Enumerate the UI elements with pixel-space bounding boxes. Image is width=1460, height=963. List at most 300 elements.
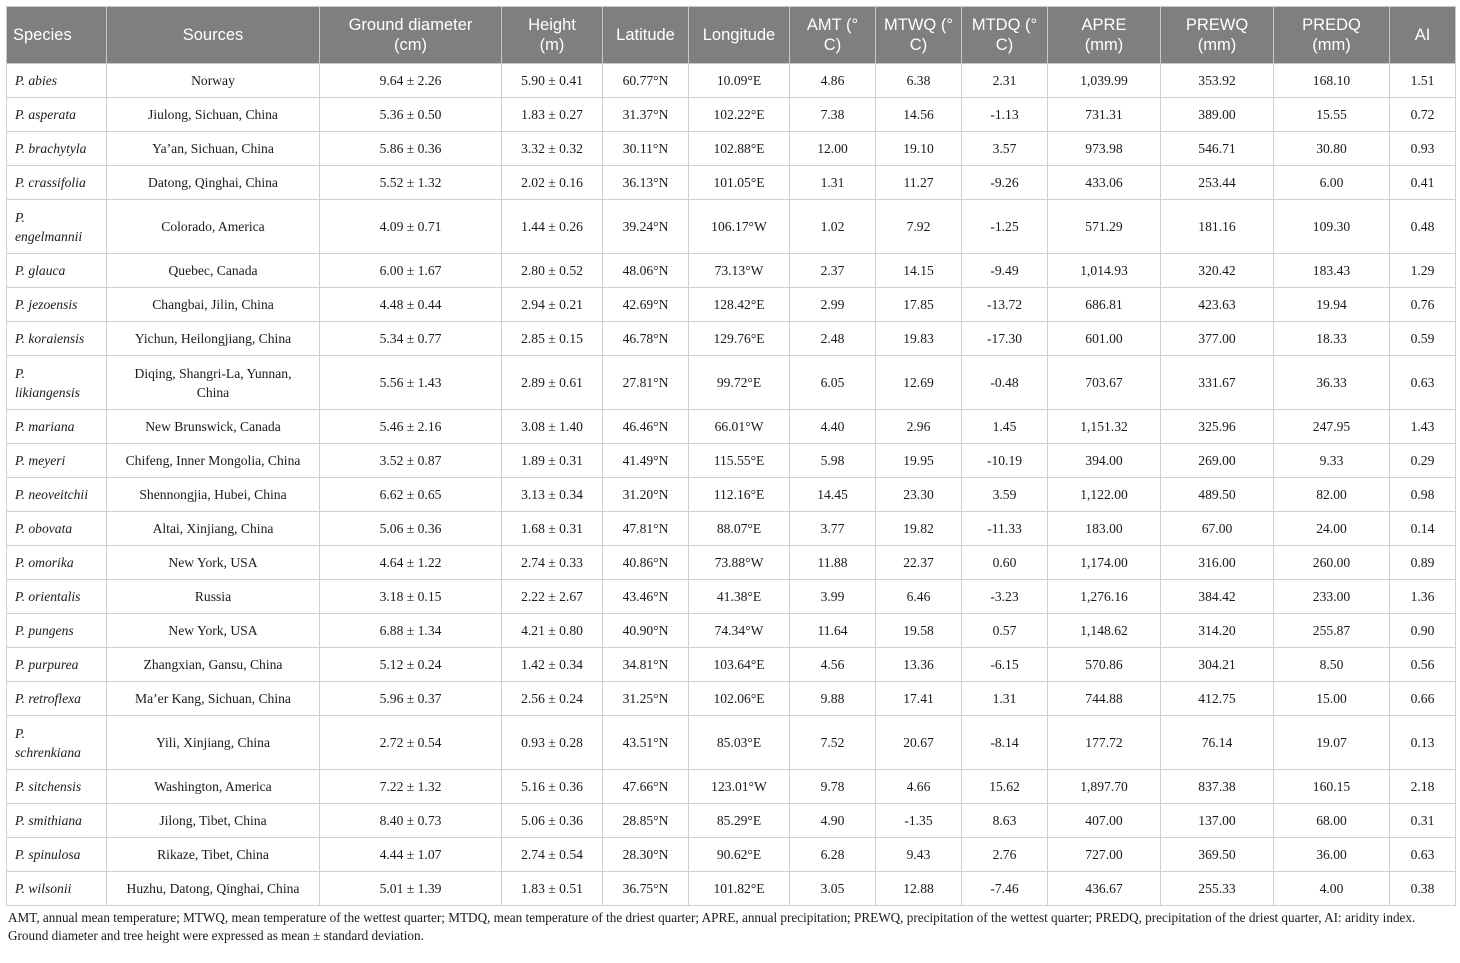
cell-predq: 18.33 — [1274, 322, 1390, 356]
cell-mtdq: -10.19 — [962, 444, 1048, 478]
cell-longitude: 73.88°W — [689, 546, 790, 580]
cell-latitude: 31.37°N — [603, 98, 689, 132]
cell-source: Huzhu, Datong, Qinghai, China — [107, 872, 320, 906]
cell-longitude: 101.82°E — [689, 872, 790, 906]
cell-longitude: 66.01°W — [689, 410, 790, 444]
species-name-part: schrenkiana — [15, 744, 81, 760]
cell-species: P. retroflexa — [7, 682, 107, 716]
table-row — [7, 98, 1456, 132]
cell-source: Chifeng, Inner Mongolia, China — [107, 444, 320, 478]
cell-mtwq: 19.95 — [876, 444, 962, 478]
cell-ground-diameter: 5.52 ± 1.32 — [320, 166, 502, 200]
table-container — [6, 6, 1455, 945]
cell-ai: 1.36 — [1390, 580, 1456, 614]
cell-amt: 5.98 — [790, 444, 876, 478]
header-amt[interactable]: AMT (° C) — [790, 7, 876, 64]
cell-mtdq: -0.48 — [962, 356, 1048, 410]
cell-apre: 1,897.70 — [1048, 770, 1161, 804]
cell-ai: 0.14 — [1390, 512, 1456, 546]
table-row — [7, 166, 1456, 200]
table-row — [7, 614, 1456, 648]
cell-mtdq: -1.13 — [962, 98, 1048, 132]
cell-mtwq: 19.83 — [876, 322, 962, 356]
cell-mtdq: 2.76 — [962, 838, 1048, 872]
cell-ai: 0.72 — [1390, 98, 1456, 132]
cell-amt: 4.86 — [790, 64, 876, 98]
cell-mtwq: 19.82 — [876, 512, 962, 546]
cell-predq: 233.00 — [1274, 580, 1390, 614]
cell-mtdq: -9.26 — [962, 166, 1048, 200]
cell-apre: 727.00 — [1048, 838, 1161, 872]
cell-prewq: 384.42 — [1161, 580, 1274, 614]
cell-predq: 15.55 — [1274, 98, 1390, 132]
cell-height: 2.02 ± 0.16 — [502, 166, 603, 200]
cell-prewq: 269.00 — [1161, 444, 1274, 478]
cell-prewq: 320.42 — [1161, 254, 1274, 288]
header-species[interactable]: Species — [7, 7, 107, 64]
cell-predq: 260.00 — [1274, 546, 1390, 580]
cell-latitude: 28.85°N — [603, 804, 689, 838]
cell-apre: 731.31 — [1048, 98, 1161, 132]
cell-predq: 36.33 — [1274, 356, 1390, 410]
cell-amt: 4.90 — [790, 804, 876, 838]
cell-apre: 177.72 — [1048, 716, 1161, 770]
cell-amt: 14.45 — [790, 478, 876, 512]
cell-ground-diameter: 5.46 ± 2.16 — [320, 410, 502, 444]
cell-longitude: 90.62°E — [689, 838, 790, 872]
cell-ai: 0.76 — [1390, 288, 1456, 322]
cell-ground-diameter: 8.40 ± 0.73 — [320, 804, 502, 838]
cell-mtdq: 8.63 — [962, 804, 1048, 838]
cell-species: P. glauca — [7, 254, 107, 288]
header-ai[interactable]: AI — [1390, 7, 1456, 64]
cell-mtwq: 19.10 — [876, 132, 962, 166]
cell-source: Yili, Xinjiang, China — [107, 716, 320, 770]
cell-source: New York, USA — [107, 546, 320, 580]
cell-species: P. jezoensis — [7, 288, 107, 322]
cell-longitude: 101.05°E — [689, 166, 790, 200]
header-predq[interactable]: PREDQ (mm) — [1274, 7, 1390, 64]
cell-mtwq: 12.88 — [876, 872, 962, 906]
cell-ground-diameter: 3.52 ± 0.87 — [320, 444, 502, 478]
cell-apre: 686.81 — [1048, 288, 1161, 322]
cell-ai: 0.29 — [1390, 444, 1456, 478]
cell-prewq: 423.63 — [1161, 288, 1274, 322]
cell-mtdq: 1.31 — [962, 682, 1048, 716]
cell-species: P. crassifolia — [7, 166, 107, 200]
cell-mtdq: 2.31 — [962, 64, 1048, 98]
cell-apre: 183.00 — [1048, 512, 1161, 546]
cell-apre: 407.00 — [1048, 804, 1161, 838]
cell-species: P. obovata — [7, 512, 107, 546]
cell-predq: 24.00 — [1274, 512, 1390, 546]
table-footnote — [6, 909, 1455, 945]
cell-ground-diameter: 9.64 ± 2.26 — [320, 64, 502, 98]
table-row — [7, 546, 1456, 580]
header-height[interactable]: Height (m) — [502, 7, 603, 64]
table-row — [7, 288, 1456, 322]
cell-source: New York, USA — [107, 614, 320, 648]
cell-mtwq: 17.41 — [876, 682, 962, 716]
cell-longitude: 128.42°E — [689, 288, 790, 322]
cell-apre: 1,039.99 — [1048, 64, 1161, 98]
cell-apre: 703.67 — [1048, 356, 1161, 410]
cell-apre: 394.00 — [1048, 444, 1161, 478]
table-row — [7, 64, 1456, 98]
cell-height: 1.68 ± 0.31 — [502, 512, 603, 546]
cell-source: Washington, America — [107, 770, 320, 804]
cell-latitude: 40.86°N — [603, 546, 689, 580]
cell-ground-diameter: 4.09 ± 0.71 — [320, 200, 502, 254]
cell-source: Rikaze, Tibet, China — [107, 838, 320, 872]
cell-ai: 0.89 — [1390, 546, 1456, 580]
cell-species — [7, 716, 107, 770]
cell-predq: 82.00 — [1274, 478, 1390, 512]
cell-latitude: 36.13°N — [603, 166, 689, 200]
cell-ground-diameter: 6.00 ± 1.67 — [320, 254, 502, 288]
cell-prewq: 137.00 — [1161, 804, 1274, 838]
cell-apre: 433.06 — [1048, 166, 1161, 200]
cell-latitude: 27.81°N — [603, 356, 689, 410]
cell-mtdq: -9.49 — [962, 254, 1048, 288]
table-row — [7, 200, 1456, 254]
cell-height: 2.89 ± 0.61 — [502, 356, 603, 410]
cell-mtwq: 17.85 — [876, 288, 962, 322]
cell-prewq: 331.67 — [1161, 356, 1274, 410]
cell-predq: 109.30 — [1274, 200, 1390, 254]
cell-predq: 8.50 — [1274, 648, 1390, 682]
cell-amt: 9.88 — [790, 682, 876, 716]
table-row — [7, 254, 1456, 288]
cell-longitude: 102.06°E — [689, 682, 790, 716]
cell-latitude: 36.75°N — [603, 872, 689, 906]
cell-source: Jilong, Tibet, China — [107, 804, 320, 838]
cell-mtwq: 9.43 — [876, 838, 962, 872]
table-body — [7, 64, 1456, 906]
cell-height: 2.22 ± 2.67 — [502, 580, 603, 614]
cell-longitude: 99.72°E — [689, 356, 790, 410]
cell-mtdq: 0.60 — [962, 546, 1048, 580]
cell-source: Norway — [107, 64, 320, 98]
cell-species: P. mariana — [7, 410, 107, 444]
cell-latitude: 30.11°N — [603, 132, 689, 166]
cell-mtwq: 22.37 — [876, 546, 962, 580]
table-row — [7, 804, 1456, 838]
cell-species: P. brachytyla — [7, 132, 107, 166]
cell-predq: 255.87 — [1274, 614, 1390, 648]
cell-source: Ya’an, Sichuan, China — [107, 132, 320, 166]
cell-longitude: 73.13°W — [689, 254, 790, 288]
cell-species: P. smithiana — [7, 804, 107, 838]
cell-mtdq: -8.14 — [962, 716, 1048, 770]
cell-mtwq: 2.96 — [876, 410, 962, 444]
cell-species: P. wilsonii — [7, 872, 107, 906]
cell-height: 3.08 ± 1.40 — [502, 410, 603, 444]
cell-height: 2.85 ± 0.15 — [502, 322, 603, 356]
cell-apre: 436.67 — [1048, 872, 1161, 906]
cell-latitude: 46.46°N — [603, 410, 689, 444]
cell-apre: 1,174.00 — [1048, 546, 1161, 580]
cell-longitude: 112.16°E — [689, 478, 790, 512]
cell-latitude: 60.77°N — [603, 64, 689, 98]
cell-height: 2.74 ± 0.33 — [502, 546, 603, 580]
cell-ai: 0.59 — [1390, 322, 1456, 356]
cell-ai: 0.63 — [1390, 356, 1456, 410]
cell-ai: 0.93 — [1390, 132, 1456, 166]
cell-ai: 0.13 — [1390, 716, 1456, 770]
cell-ground-diameter: 4.44 ± 1.07 — [320, 838, 502, 872]
cell-source: Altai, Xinjiang, China — [107, 512, 320, 546]
cell-mtwq: 23.30 — [876, 478, 962, 512]
cell-ai: 2.18 — [1390, 770, 1456, 804]
table-row — [7, 648, 1456, 682]
cell-source: Changbai, Jilin, China — [107, 288, 320, 322]
cell-mtwq: 6.46 — [876, 580, 962, 614]
cell-source: Datong, Qinghai, China — [107, 166, 320, 200]
cell-mtdq: -7.46 — [962, 872, 1048, 906]
cell-ground-diameter: 5.36 ± 0.50 — [320, 98, 502, 132]
cell-ground-diameter: 4.64 ± 1.22 — [320, 546, 502, 580]
header-longitude[interactable]: Longitude — [689, 7, 790, 64]
cell-apre: 744.88 — [1048, 682, 1161, 716]
cell-latitude: 48.06°N — [603, 254, 689, 288]
cell-predq: 19.07 — [1274, 716, 1390, 770]
species-name-part: likiangensis — [15, 384, 80, 400]
cell-ai: 0.66 — [1390, 682, 1456, 716]
cell-apre: 1,151.32 — [1048, 410, 1161, 444]
cell-amt: 4.40 — [790, 410, 876, 444]
cell-amt: 7.52 — [790, 716, 876, 770]
cell-mtdq: 0.57 — [962, 614, 1048, 648]
cell-predq: 15.00 — [1274, 682, 1390, 716]
cell-source: Colorado, America — [107, 200, 320, 254]
header-apre[interactable]: APRE (mm) — [1048, 7, 1161, 64]
cell-amt: 1.02 — [790, 200, 876, 254]
cell-mtdq: -11.33 — [962, 512, 1048, 546]
cell-apre: 570.86 — [1048, 648, 1161, 682]
table-row — [7, 410, 1456, 444]
cell-mtwq: 12.69 — [876, 356, 962, 410]
cell-source: Zhangxian, Gansu, China — [107, 648, 320, 682]
cell-mtdq: 15.62 — [962, 770, 1048, 804]
species-name-part: P. — [15, 365, 25, 381]
footnote-abbreviations: AMT, annual mean temperature; MTWQ, mean temperature of the wettest quarter; MTDQ, mean temperature of the driest quarter; APRE, annual precipitation; PREWQ, precipitation of the wettest quarter; PREDQ, precipitation of the driest quarter, AI: aridity index. — [8, 910, 1416, 925]
cell-ground-diameter: 5.34 ± 0.77 — [320, 322, 502, 356]
cell-height: 5.90 ± 0.41 — [502, 64, 603, 98]
header-mtdq[interactable]: MTDQ (° C) — [962, 7, 1048, 64]
cell-species: P. pungens — [7, 614, 107, 648]
species-name-part: P. — [15, 725, 25, 741]
cell-ground-diameter: 5.06 ± 0.36 — [320, 512, 502, 546]
cell-mtwq: 20.67 — [876, 716, 962, 770]
cell-amt: 2.48 — [790, 322, 876, 356]
cell-mtwq: 4.66 — [876, 770, 962, 804]
cell-apre: 601.00 — [1048, 322, 1161, 356]
table-row — [7, 838, 1456, 872]
cell-height: 1.83 ± 0.51 — [502, 872, 603, 906]
cell-prewq: 389.00 — [1161, 98, 1274, 132]
cell-amt: 2.99 — [790, 288, 876, 322]
cell-mtdq: -3.23 — [962, 580, 1048, 614]
cell-ai: 0.56 — [1390, 648, 1456, 682]
cell-ground-diameter: 3.18 ± 0.15 — [320, 580, 502, 614]
cell-species: P. neoveitchii — [7, 478, 107, 512]
cell-height: 2.56 ± 0.24 — [502, 682, 603, 716]
species-name-part: engelmannii — [15, 228, 83, 244]
cell-apre: 1,014.93 — [1048, 254, 1161, 288]
cell-apre: 1,122.00 — [1048, 478, 1161, 512]
cell-species: P. koraiensis — [7, 322, 107, 356]
header-prewq[interactable]: PREWQ (mm) — [1161, 7, 1274, 64]
cell-latitude: 40.90°N — [603, 614, 689, 648]
species-climate-table — [6, 6, 1456, 906]
species-name-part: P. — [15, 209, 25, 225]
header-mtwq[interactable]: MTWQ (° C) — [876, 7, 962, 64]
source-part: China — [196, 384, 230, 400]
cell-ground-diameter: 5.01 ± 1.39 — [320, 872, 502, 906]
cell-longitude: 102.88°E — [689, 132, 790, 166]
cell-apre: 1,276.16 — [1048, 580, 1161, 614]
cell-amt: 1.31 — [790, 166, 876, 200]
cell-mtwq: 14.15 — [876, 254, 962, 288]
cell-latitude: 43.46°N — [603, 580, 689, 614]
cell-height: 2.94 ± 0.21 — [502, 288, 603, 322]
cell-height: 2.74 ± 0.54 — [502, 838, 603, 872]
cell-ai: 0.31 — [1390, 804, 1456, 838]
cell-mtdq: 3.59 — [962, 478, 1048, 512]
cell-mtwq: -1.35 — [876, 804, 962, 838]
table-row — [7, 478, 1456, 512]
cell-height: 1.42 ± 0.34 — [502, 648, 603, 682]
cell-latitude: 31.25°N — [603, 682, 689, 716]
cell-species: P. meyeri — [7, 444, 107, 478]
cell-mtwq: 7.92 — [876, 200, 962, 254]
table-row — [7, 580, 1456, 614]
cell-predq: 247.95 — [1274, 410, 1390, 444]
header-sources[interactable]: Sources — [107, 7, 320, 64]
table-row — [7, 682, 1456, 716]
cell-mtdq: 3.57 — [962, 132, 1048, 166]
cell-ground-diameter: 5.56 ± 1.43 — [320, 356, 502, 410]
cell-longitude: 115.55°E — [689, 444, 790, 478]
cell-species — [7, 356, 107, 410]
cell-amt: 9.78 — [790, 770, 876, 804]
cell-ai: 1.51 — [1390, 64, 1456, 98]
cell-prewq: 377.00 — [1161, 322, 1274, 356]
cell-longitude: 123.01°W — [689, 770, 790, 804]
cell-mtdq: 1.45 — [962, 410, 1048, 444]
cell-ai: 0.90 — [1390, 614, 1456, 648]
cell-latitude: 47.66°N — [603, 770, 689, 804]
cell-ground-diameter: 6.62 ± 0.65 — [320, 478, 502, 512]
table-row — [7, 716, 1456, 770]
cell-longitude: 74.34°W — [689, 614, 790, 648]
cell-ai: 0.63 — [1390, 838, 1456, 872]
cell-predq: 160.15 — [1274, 770, 1390, 804]
cell-prewq: 316.00 — [1161, 546, 1274, 580]
cell-prewq: 181.16 — [1161, 200, 1274, 254]
cell-prewq: 67.00 — [1161, 512, 1274, 546]
cell-ground-diameter: 2.72 ± 0.54 — [320, 716, 502, 770]
cell-ground-diameter: 4.48 ± 0.44 — [320, 288, 502, 322]
cell-ai: 0.41 — [1390, 166, 1456, 200]
cell-species — [7, 200, 107, 254]
cell-source: Quebec, Canada — [107, 254, 320, 288]
cell-longitude: 41.38°E — [689, 580, 790, 614]
cell-prewq: 325.96 — [1161, 410, 1274, 444]
cell-amt: 3.99 — [790, 580, 876, 614]
cell-amt: 6.28 — [790, 838, 876, 872]
cell-mtdq: -17.30 — [962, 322, 1048, 356]
cell-latitude: 41.49°N — [603, 444, 689, 478]
footnote-note: Ground diameter and tree height were expressed as mean ± standard deviation. — [8, 928, 424, 943]
cell-longitude: 88.07°E — [689, 512, 790, 546]
cell-species: P. omorika — [7, 546, 107, 580]
cell-predq: 6.00 — [1274, 166, 1390, 200]
cell-mtdq: -13.72 — [962, 288, 1048, 322]
cell-predq: 68.00 — [1274, 804, 1390, 838]
cell-source: Jiulong, Sichuan, China — [107, 98, 320, 132]
cell-prewq: 314.20 — [1161, 614, 1274, 648]
cell-source: Shennongjia, Hubei, China — [107, 478, 320, 512]
cell-mtwq: 11.27 — [876, 166, 962, 200]
cell-height: 3.32 ± 0.32 — [502, 132, 603, 166]
cell-predq: 30.80 — [1274, 132, 1390, 166]
cell-height: 1.89 ± 0.31 — [502, 444, 603, 478]
cell-predq: 4.00 — [1274, 872, 1390, 906]
table-row — [7, 322, 1456, 356]
cell-species: P. sitchensis — [7, 770, 107, 804]
cell-amt: 3.77 — [790, 512, 876, 546]
cell-apre: 571.29 — [1048, 200, 1161, 254]
cell-height: 1.83 ± 0.27 — [502, 98, 603, 132]
cell-apre: 973.98 — [1048, 132, 1161, 166]
cell-latitude: 28.30°N — [603, 838, 689, 872]
cell-height: 5.06 ± 0.36 — [502, 804, 603, 838]
cell-ai: 0.38 — [1390, 872, 1456, 906]
cell-height: 4.21 ± 0.80 — [502, 614, 603, 648]
cell-amt: 3.05 — [790, 872, 876, 906]
source-part: Diqing, Shangri-La, Yunnan, — [134, 365, 292, 381]
cell-predq: 168.10 — [1274, 64, 1390, 98]
cell-prewq: 546.71 — [1161, 132, 1274, 166]
cell-latitude: 47.81°N — [603, 512, 689, 546]
table-row — [7, 356, 1456, 410]
header-row — [7, 7, 1456, 64]
cell-amt: 4.56 — [790, 648, 876, 682]
cell-prewq: 76.14 — [1161, 716, 1274, 770]
table-row — [7, 132, 1456, 166]
cell-amt: 11.64 — [790, 614, 876, 648]
cell-longitude: 85.03°E — [689, 716, 790, 770]
cell-apre: 1,148.62 — [1048, 614, 1161, 648]
cell-prewq: 353.92 — [1161, 64, 1274, 98]
cell-latitude: 42.69°N — [603, 288, 689, 322]
cell-height: 5.16 ± 0.36 — [502, 770, 603, 804]
cell-ground-diameter: 6.88 ± 1.34 — [320, 614, 502, 648]
cell-ai: 0.48 — [1390, 200, 1456, 254]
cell-longitude: 10.09°E — [689, 64, 790, 98]
cell-prewq: 255.33 — [1161, 872, 1274, 906]
table-row — [7, 770, 1456, 804]
cell-amt: 7.38 — [790, 98, 876, 132]
cell-latitude: 31.20°N — [603, 478, 689, 512]
cell-species: P. asperata — [7, 98, 107, 132]
cell-longitude: 106.17°W — [689, 200, 790, 254]
header-ground-diameter[interactable]: Ground diameter (cm) — [320, 7, 502, 64]
header-latitude[interactable]: Latitude — [603, 7, 689, 64]
cell-latitude: 46.78°N — [603, 322, 689, 356]
